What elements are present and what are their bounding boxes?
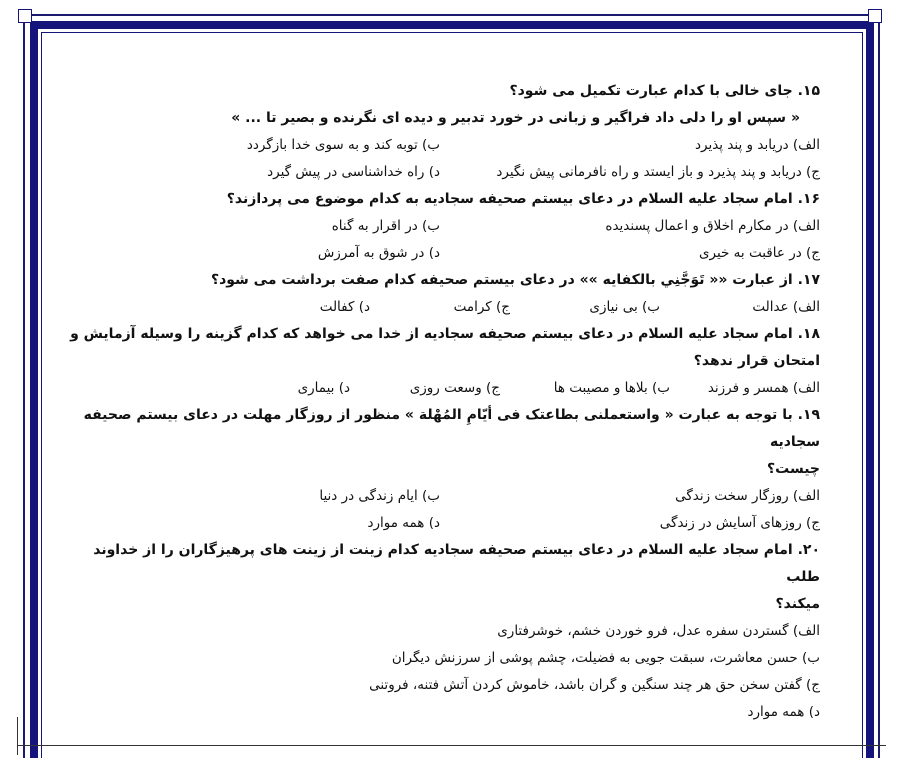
question-19-option-b[interactable]: ب) ایام زندگی در دنیا	[319, 488, 440, 504]
question-15-title: ۱۵. جای خالی با کدام عبارت تکمیل می شود؟	[509, 83, 820, 99]
question-15-quote: « سپس او را دلی داد فراگیر و زبانی در خورد تدبیر و دیده ای نگرنده و بصیر تا ... »	[231, 110, 800, 126]
question-17-options-row	[60, 294, 820, 321]
question-15-option-d[interactable]: د) راه خداشناسی در پیش گیرد	[267, 164, 440, 180]
question-19-option-a[interactable]: الف) روزگار سخت زندگی	[675, 488, 820, 504]
question-19-option-c[interactable]: ج) روزهای آسایش در زندگی	[659, 515, 820, 531]
question-18-title-line1: ۱۸. امام سجاد علیه السلام در دعای بیستم صحیفه سجادیه از خدا می خواهد که کدام گزینه را وسیله آزمایش و	[70, 326, 820, 342]
question-16-options-row1	[60, 213, 820, 240]
question-16-option-a[interactable]: الف) در مکارم اخلاق و اعمال پسندیده	[605, 218, 820, 234]
question-17-option-d[interactable]: د) کفالت	[319, 299, 370, 315]
question-16-title: ۱۶. امام سجاد علیه السلام در دعای بیستم صحیفه سجادیه به کدام موضوع می پردازند؟	[226, 191, 820, 207]
question-18-option-d[interactable]: د) بیماری	[297, 380, 350, 396]
question-17-option-c[interactable]: ج) کرامت	[453, 299, 510, 315]
question-15-option-a[interactable]: الف) دریابد و پند پذیرد	[694, 137, 820, 153]
question-18-option-b[interactable]: ب) بلاها و مصیبت ها	[553, 380, 670, 396]
question-list	[60, 78, 820, 726]
question-19-options-row2	[60, 510, 820, 537]
question-15-options-row1	[60, 132, 820, 159]
question-19-title-line1: ۱۹. با توجه به عبارت « واستعملنی بطاعتک فی أیّامِ المُهْلة » منظور از روزگار مهلت در دعای بیستم صحیفه سجادیه	[83, 407, 820, 450]
question-20-option-d[interactable]: د) همه موارد	[747, 704, 820, 720]
question-20-option-c[interactable]: ج) گفتن سخن حق هر چند سنگین و گران باشد، خاموش کردن آتش فتنه، فروتنی	[369, 677, 820, 693]
question-19-options-row1	[60, 483, 820, 510]
question-19-option-d[interactable]: د) همه موارد	[367, 515, 440, 531]
question-18-option-a[interactable]: الف) همسر و فرزند	[707, 380, 820, 396]
corner-ornament-top-right	[868, 9, 882, 23]
question-16-option-d[interactable]: د) در شوق به آمرزش	[317, 245, 440, 261]
question-18-title-line2: امتحان قرار ندهد؟	[693, 353, 820, 369]
question-16-option-b[interactable]: ب) در اقرار به گناه	[331, 218, 440, 234]
question-15-option-c[interactable]: ج) دریابد و پند پذیرد و باز ایستد و راه نافرمانی پیش نگیرد	[496, 164, 820, 180]
question-20-option-a[interactable]: الف) گستردن سفره عدل، فرو خوردن خشم، خوشرفتاری	[497, 623, 820, 639]
question-15-option-b[interactable]: ب) توبه کند و به سوی خدا بازگردد	[246, 137, 440, 153]
question-18-option-c[interactable]: ج) وسعت روزی	[409, 380, 500, 396]
left-margin-tick	[17, 717, 18, 755]
question-20-option-b[interactable]: ب) حسن معاشرت، سبقت جویی به فضیلت، چشم پوشی از سرزنش دیگران	[391, 650, 820, 666]
question-17-option-b[interactable]: ب) بی نیازی	[589, 299, 660, 315]
question-17-title: ۱۷. از عبارت «« تَوَجَّنِي بالکفایه »» در دعای بیستم صحیفه کدام صفت برداشت می شود؟	[210, 272, 820, 288]
bottom-rule	[18, 745, 886, 746]
question-19-title-line2: چیست؟	[767, 461, 820, 477]
corner-ornament-top-left	[18, 9, 32, 23]
question-16-option-c[interactable]: ج) در عاقبت به خیری	[698, 245, 820, 261]
question-16-options-row2	[60, 240, 820, 267]
question-17-option-a[interactable]: الف) عدالت	[752, 299, 820, 315]
question-15-options-row2	[60, 159, 820, 186]
question-20-title-line1: ۲۰. امام سجاد علیه السلام در دعای بیستم صحیفه سجادیه کدام زینت از زینت های پرهیزگاران را از خداوند طلب	[93, 542, 820, 585]
question-20-title-line2: میکند؟	[775, 596, 820, 612]
question-18-options-row	[60, 375, 820, 402]
